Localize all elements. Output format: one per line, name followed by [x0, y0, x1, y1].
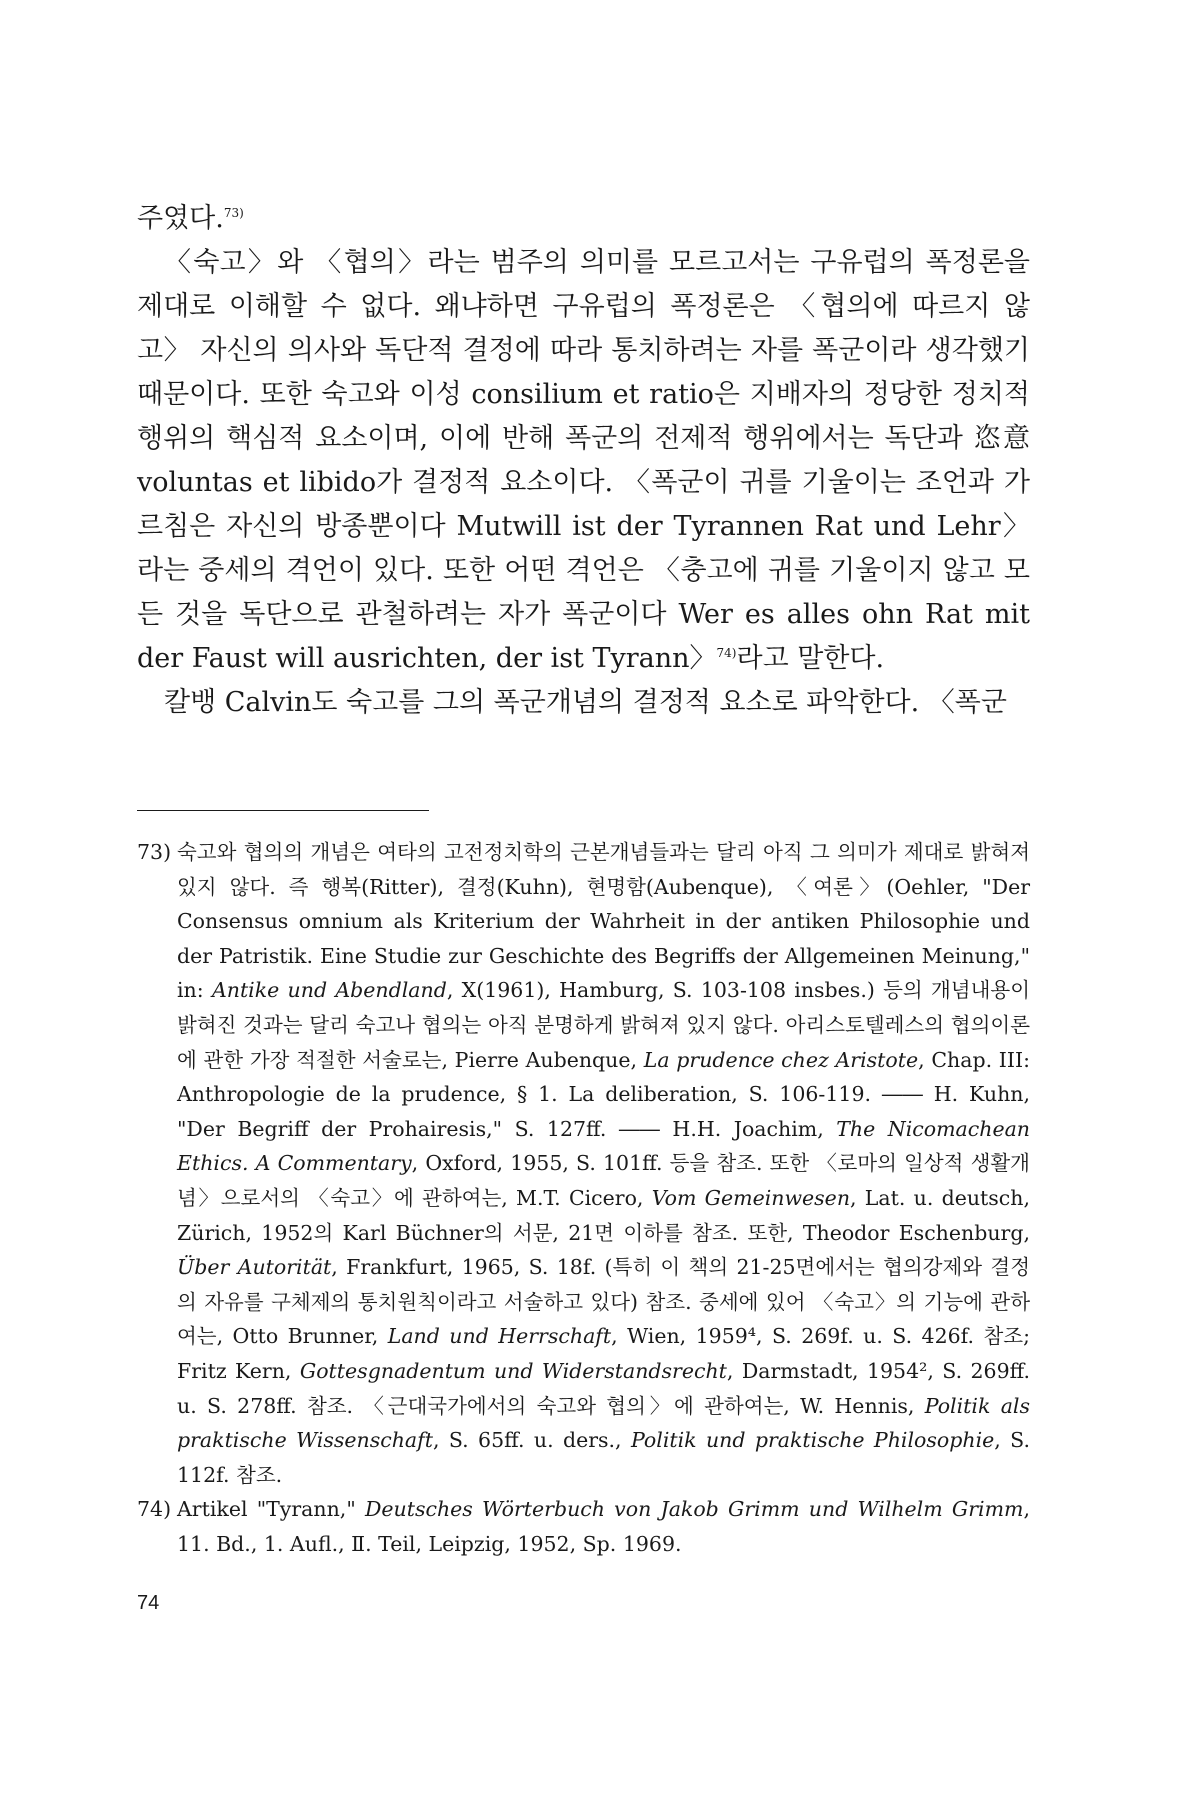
footnote-74 — [137, 1492, 1030, 1561]
footnote-74-number: 74) — [137, 1497, 172, 1522]
footnote-73-text-8: , Darmstadt, 1954², S. 269ff. u. S. 278ff. 참조. 〈근대국가에서의 숙고와 협의〉에 관하여는, W. Hennis, — [177, 1358, 1030, 1418]
footnote-73-title-8: Politik als praktische Wissenschaft — [177, 1393, 1030, 1453]
footnote-73-text-5: , Lat. u. deutsch, Zürich, 1952의 Karl Büchner의 서문, 21면 이하를 참조. 또한, Theodor Eschenburg, — [177, 1185, 1031, 1245]
footnote-73-text: 숙고와 협의의 개념은 여타의 고전정치학의 근본개념들과는 달리 아직 그 의미가 제대로 밝혀져 있지 않다. 즉 행복(Ritter), 결정(Kuhn), 현명함(Aubenque), 〈여론〉(Oehler, "Der Consensus omnium als Kriterium der Wahrheit in der antiken Philosophie und der Patristik. Eine Studie zur Geschichte des Begriffs der Allgemeinen Meinung," in: — [177, 840, 1030, 1003]
footnote-73-text-10: , S. 112f. 참조. — [177, 1428, 1030, 1487]
paragraph-2-tail: 라고 말한다. — [736, 643, 885, 674]
footnote-73-text-7: , Wien, 1959⁴, S. 269f. u. S. 426f. 참조; Fritz Kern, — [177, 1324, 1030, 1383]
footnote-73 — [137, 835, 1030, 1492]
paragraph-1-text: 주였다. — [137, 203, 224, 234]
footnote-73-text-4: , Oxford, 1955, S. 101ff. 등을 참조. 또한 〈로마의 일상적 생활개념〉으로서의 〈숙고〉에 관하여는, M.T. Cicero, — [177, 1151, 1030, 1210]
footnotes — [137, 835, 1030, 1561]
footnote-73-title-3: The Nicomachean Ethics. A Commentary — [177, 1116, 1030, 1176]
main-text — [137, 197, 1030, 725]
footnote-74-text: Artikel "Tyrann," — [177, 1497, 365, 1522]
footnote-73-title-4: Vom Gemeinwesen — [651, 1185, 851, 1210]
footnote-separator — [137, 810, 429, 811]
paragraph-1 — [137, 197, 1030, 241]
footnote-73-title-9: Politik und praktische Philosophie — [630, 1428, 995, 1453]
paragraph-3 — [137, 681, 1030, 725]
footnote-73-title-5: Über Autorität — [177, 1255, 332, 1280]
footnote-74-title: Deutsches Wörterbuch von Jakob Grimm und Wilhelm Grimm — [364, 1497, 1024, 1522]
footnote-73-title-6: Land und Herrschaft — [387, 1324, 612, 1349]
footnote-73-title-7: Gottesgnadentum und Widerstandsrecht — [299, 1358, 727, 1383]
footnote-73-number: 73) — [137, 840, 172, 864]
footnote-73-title-1: Antike und Abendland — [211, 978, 447, 1003]
paragraph-2-text: 〈숙고〉와 〈협의〉라는 범주의 의미를 모르고서는 구유럽의 폭정론을 제대로 이해할 수 없다. 왜냐하면 구유럽의 폭정론은 〈협의에 따르지 않고〉 자신의 의사와 독단적 결정에 따라 통치하려는 자를 폭군이라 생각했기 때문이다. 또한 숙고와 이성 consilium et ratio은 지배자의 정당한 정치적 행위의 핵심적 요소이며, 이에 반해 폭군의 전제적 행위에서는 독단과 恣意 voluntas et libido가 결정적 요소이다. 〈폭군이 귀를 기울이는 조언과 가르침은 자신의 방종뿐이다 Mutwill ist der Tyrannen Rat und Lehr〉라는 중세의 격언이 있다. 또한 어떤 격언은 〈충고에 귀를 기울이지 않고 모든 것을 독단으로 관철하려는 자가 폭군이다 Wer es alles ohn Rat mit der Faust will ausrichten, der ist Tyrann〉 — [137, 247, 1030, 674]
paragraph-3-text: 칼뱅 Calvin도 숙고를 그의 폭군개념의 결정적 요소로 파악한다. 〈폭군 — [164, 687, 1007, 718]
footnote-73-text-2: , X(1961), Hamburg, S. 103-108 insbes.) 등의 개념내용이 밝혀진 것과는 달리 숙고나 협의는 아직 분명하게 밝혀져 있지 않다. 아리스토텔레스의 협의이론에 관한 가장 적절한 서술로는, Pierre Aubenque, — [177, 978, 1030, 1072]
paragraph-2 — [137, 241, 1030, 681]
footnote-73-text-6: , Frankfurt, 1965, S. 18f. (특히 이 책의 21-25면에서는 협의강제와 결정의 자유를 구체제의 통치원칙이라고 서술하고 있다) 참조. 중세에 있어 〈숙고〉의 기능에 관하여는, Otto Brunner, — [177, 1255, 1030, 1349]
footnote-73-title-2: La prudence chez Aristote — [643, 1047, 919, 1072]
footnote-73-text-9: , S. 65ff. u. ders., — [432, 1428, 631, 1453]
page-number: 74 — [137, 1592, 160, 1614]
footnote-73-text-3: , Chap. III: Anthropologie de la prudence, § 1. La deliberation, S. 106-119. ―― H. Kuhn, "Der Begriff der Prohairesis," S. 127ff. ―― H.H. Joachim, — [177, 1047, 1030, 1141]
footnote-74-text-2: , 11. Bd., 1. Aufl., Ⅱ. Teil, Leipzig, 1952, Sp. 1969. — [177, 1497, 1030, 1556]
footnote-ref-73[interactable]: 73) — [223, 206, 244, 220]
footnote-ref-74[interactable]: 74) — [716, 646, 737, 660]
